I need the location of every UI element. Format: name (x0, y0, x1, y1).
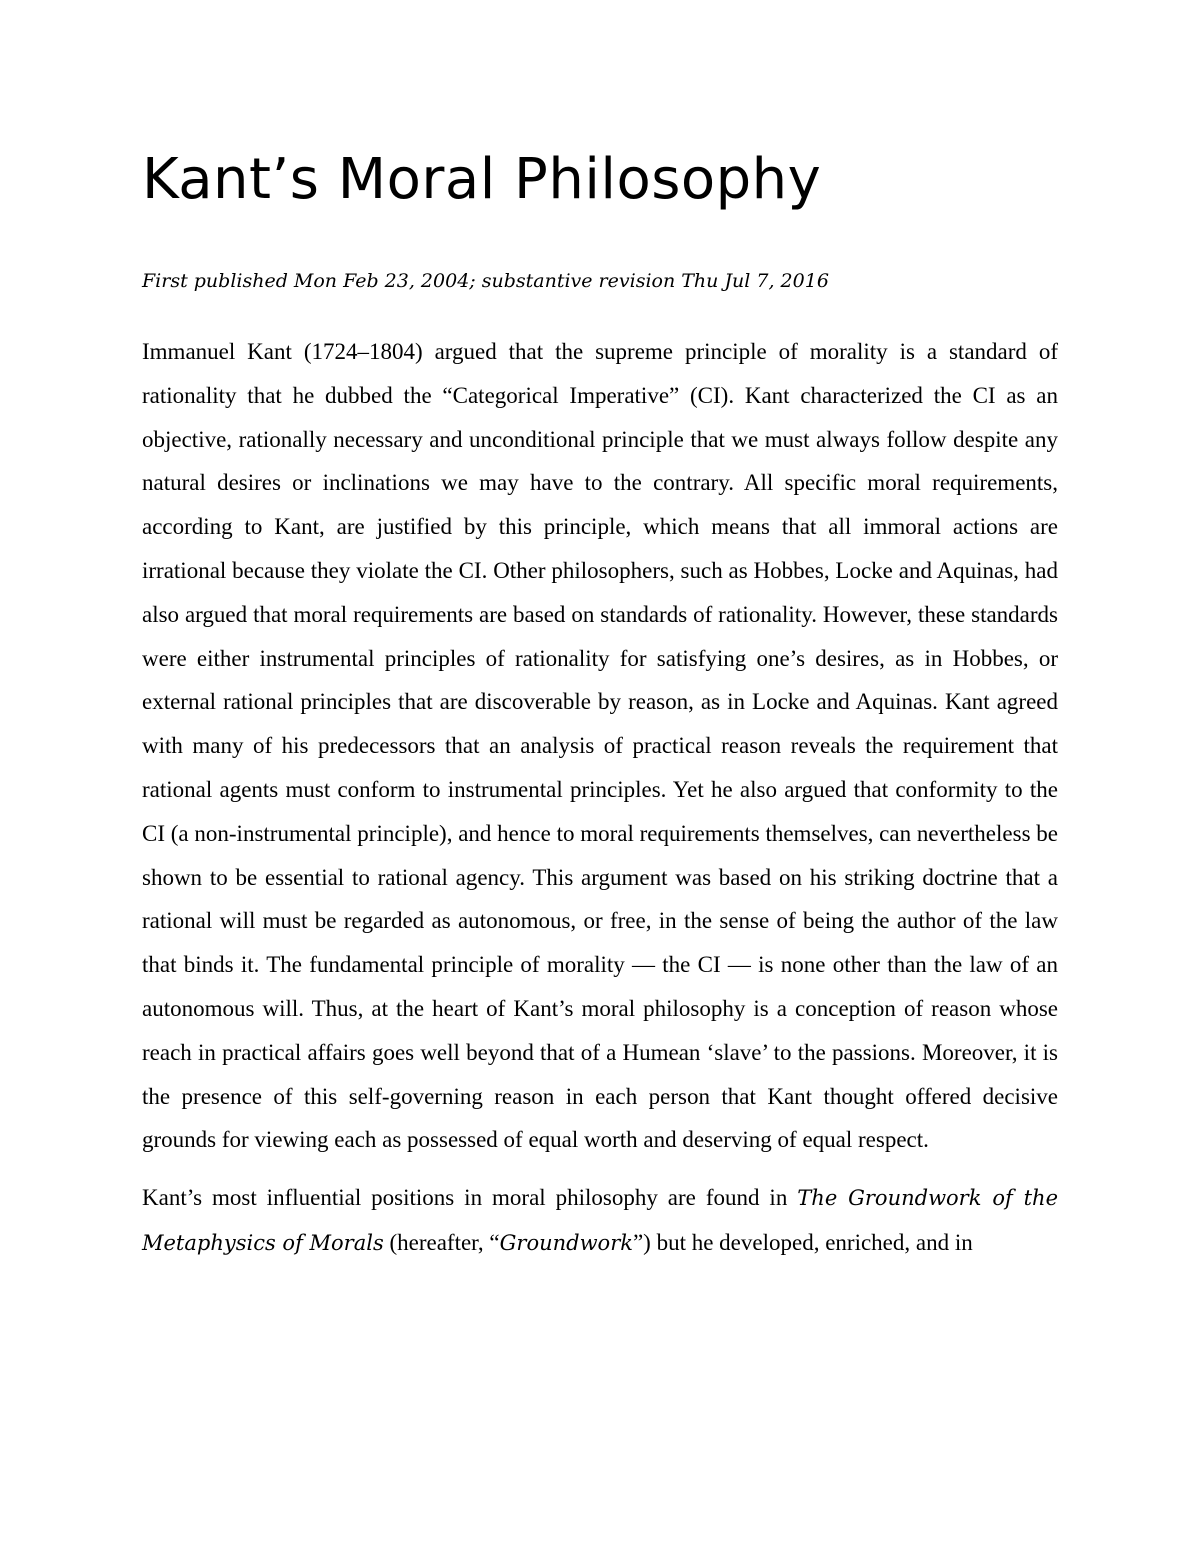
work-title-italic: The Groundwork of the Metaphysics of Morals (142, 1186, 1059, 1255)
paragraph-intro: Immanuel Kant (1724–1804) argued that the supreme principle of morality is a standard of rationality that he dubbed the “Categorical Imperative” (CI). Kant characterized the CI as an objective, rationally necessary and unconditional principle that we must always follow despite any natural desires or inclinations we may have to the contrary. All specific moral requirements, according to Kant, are justified by this principle, which means that all immoral actions are irrational because they violate the CI. Other philosophers, such as Hobbes, Locke and Aquinas, had also argued that moral requirements are based on standards of rationality. However, these standards were either instrumental principles of rationality for satisfying one’s desires, as in Hobbes, or external rational principles that are discoverable by reason, as in Locke and Aquinas. Kant agreed with many of his predecessors that an analysis of practical reason reveals the requirement that rational agents must conform to instrumental principles. Yet he also argued that conformity to the CI (a non-instrumental principle), and hence to moral requirements themselves, can nevertheless be shown to be essential to rational agency. This argument was based on his striking doctrine that a rational will must be regarded as autonomous, or free, in the sense of being the author of the law that binds it. The fundamental principle of morality — the CI — is none other than the law of an autonomous will. Thus, at the heart of Kant’s moral philosophy is a conception of reason whose reach in practical affairs goes well beyond that of a Humean ‘slave’ to the passions. Moreover, it is the presence of this self-governing reason in each person that Kant thought offered decisive grounds for viewing each as possessed of equal worth and deserving of equal respect. (142, 339, 1058, 1153)
paragraph-text-segment: ”) but he developed, enriched, and in (632, 1229, 973, 1255)
document-title: Kant’s Moral Philosophy (142, 147, 822, 212)
paragraph-text-segment: Kant’s most influential positions in moral philosophy are found in (142, 1185, 798, 1211)
publication-info: First published Mon Feb 23, 2004; substantive revision Thu Jul 7, 2016 (142, 270, 829, 292)
document-body (142, 140, 1058, 1266)
work-short-title-italic: Groundwork (499, 1230, 633, 1255)
paragraph-text-segment: (hereafter, “ (383, 1229, 500, 1255)
paragraph-groundwork (142, 1176, 1058, 1266)
